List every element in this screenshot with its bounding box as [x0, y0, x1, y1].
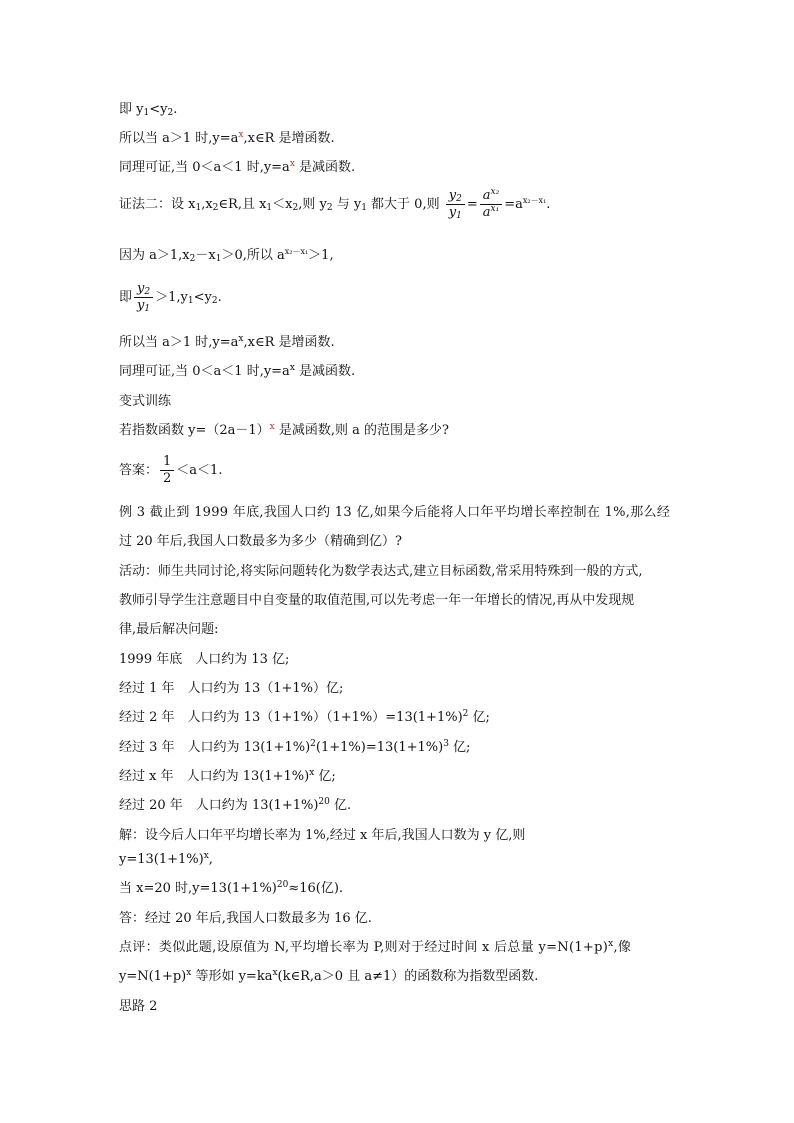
fraction-one-half: $\frac{1}{2}$ [160, 454, 174, 487]
line-example-3: 例 3 截止到 1999 年底,我国人口约 13 亿,如果今后能将人口年平均增长率控制在 1%,那么经 [119, 505, 671, 520]
section-heading-approach-2: 思路 2 [119, 999, 158, 1014]
line-increasing-function: 所以当 a＞1 时$,y=a^x,x\in R$ 是增函数. [119, 130, 335, 146]
section-heading-variant-training: 变式训练 [119, 394, 172, 409]
line-year-1999: 1999 年底 人口约为 13 亿; [119, 652, 290, 667]
line-activity-cont: 教师引导学生注意题目中自变量的取值范围,可以先考虑一年一年增长的情况,再从中发现规 [119, 593, 635, 608]
line-activity: 活动：师生共同讨论,将实际问题转化为数学表达式,建立目标函数,常采用特殊到一般的方式, [119, 564, 643, 579]
line-solution: 解：设今后人口年平均增长率为 1%,经过 x 年后,我国人口数为 y 亿,则 [119, 828, 526, 843]
line-after-2-years: 经过 2 年 人口约为 $13(1+1\%)(1+1\%)=13(1+1\%)^2$ 亿; [119, 709, 490, 725]
line-activity-end: 律,最后解决问题: [119, 622, 219, 637]
line-after-1-year: 经过 1 年 人口约为 13（1+1%）亿; [119, 681, 344, 696]
line-solution-value: 当 x=20 时$,y=13(1+1\%)^{20}\approx 16$(亿). [119, 880, 344, 896]
line-because-a-gt-1: 因为 $a>1,x_2-x_1>0$,所以 $a^{x_2-x_1}>1$, [119, 247, 334, 264]
line-after-20-years: 经过 20 年 人口约为 $13(1+1\%)^{20}$ 亿. [119, 797, 352, 813]
line-example-3-cont: 过 20 年后,我国人口数最多为多少（精确到亿）? [119, 534, 402, 549]
line-conclusion-y1-lt-y2: 即 $y_1<y_2$. [119, 102, 178, 118]
line-answer-16: 答：经过 20 年后,我国人口数最多为 16 亿. [119, 911, 372, 926]
line-increasing-function-2: 所以当 a＞1 时$,y=a^x,x\in R$ 是增函数. [119, 334, 335, 350]
line-solution-formula: $y=13(1+1\%)^x$, [119, 851, 213, 867]
fraction-y2-over-y1: $\frac{y_2}{y_1}$ [446, 188, 465, 221]
line-answer: 答案： $\frac{1}{2}$ ＜a＜1. [119, 454, 223, 486]
line-after-x-years: 经过 x 年 人口约为 $13(1+1\%)^x$ 亿; [119, 768, 336, 784]
line-decreasing-function: 同理可证,当 0＜a＜1 时$,y=a^x$ 是减函数. [119, 159, 356, 175]
line-decreasing-function-2: 同理可证,当 0＜a＜1 时$,y=a^x$ 是减函数. [119, 363, 356, 379]
fraction-y2-over-y1-b: $\frac{y_2}{y_1}$ [134, 281, 153, 314]
line-ratio-gt-1: 即 $\frac{y_2}{y_1}$ $>1,y_1<y_2$. [119, 281, 222, 314]
line-after-3-years: 经过 3 年 人口约为 $13(1+1\%)^2(1+1\%)=13(1+1\%)^3$ 亿; [119, 739, 471, 755]
line-proof-method-two: 证法二：设 $x_1,x_2\in R$,且 $x_1<x_2$,则 $y_2$ 与 $y_1$ 都大于 0,则 $\frac{y_2}{y_1}$ = $\frac{a^{x_2}}{a^{x_1}}$ $=a^{x_2-x_1}$. [119, 187, 551, 221]
fraction-a-powers: $\frac{a^{x_2}}{a^{x_1}}$ [480, 188, 502, 221]
line-comment: 点评：类似此题,设原值为 N,平均增长率为 P,则对于经过时间 x 后总量 $y=N(1+p)^x$,像 [119, 939, 632, 955]
line-comment-cont: $y=N(1+p)^x$ 等形如 $y=ka^x(k\in R,a>0$ 且 a≠1）的函数称为指数型函数. [119, 968, 539, 984]
line-variant-question: 若指数函数 $y=(2a-1)^x$ 是减函数,则 a 的范围是多少? [119, 422, 449, 438]
